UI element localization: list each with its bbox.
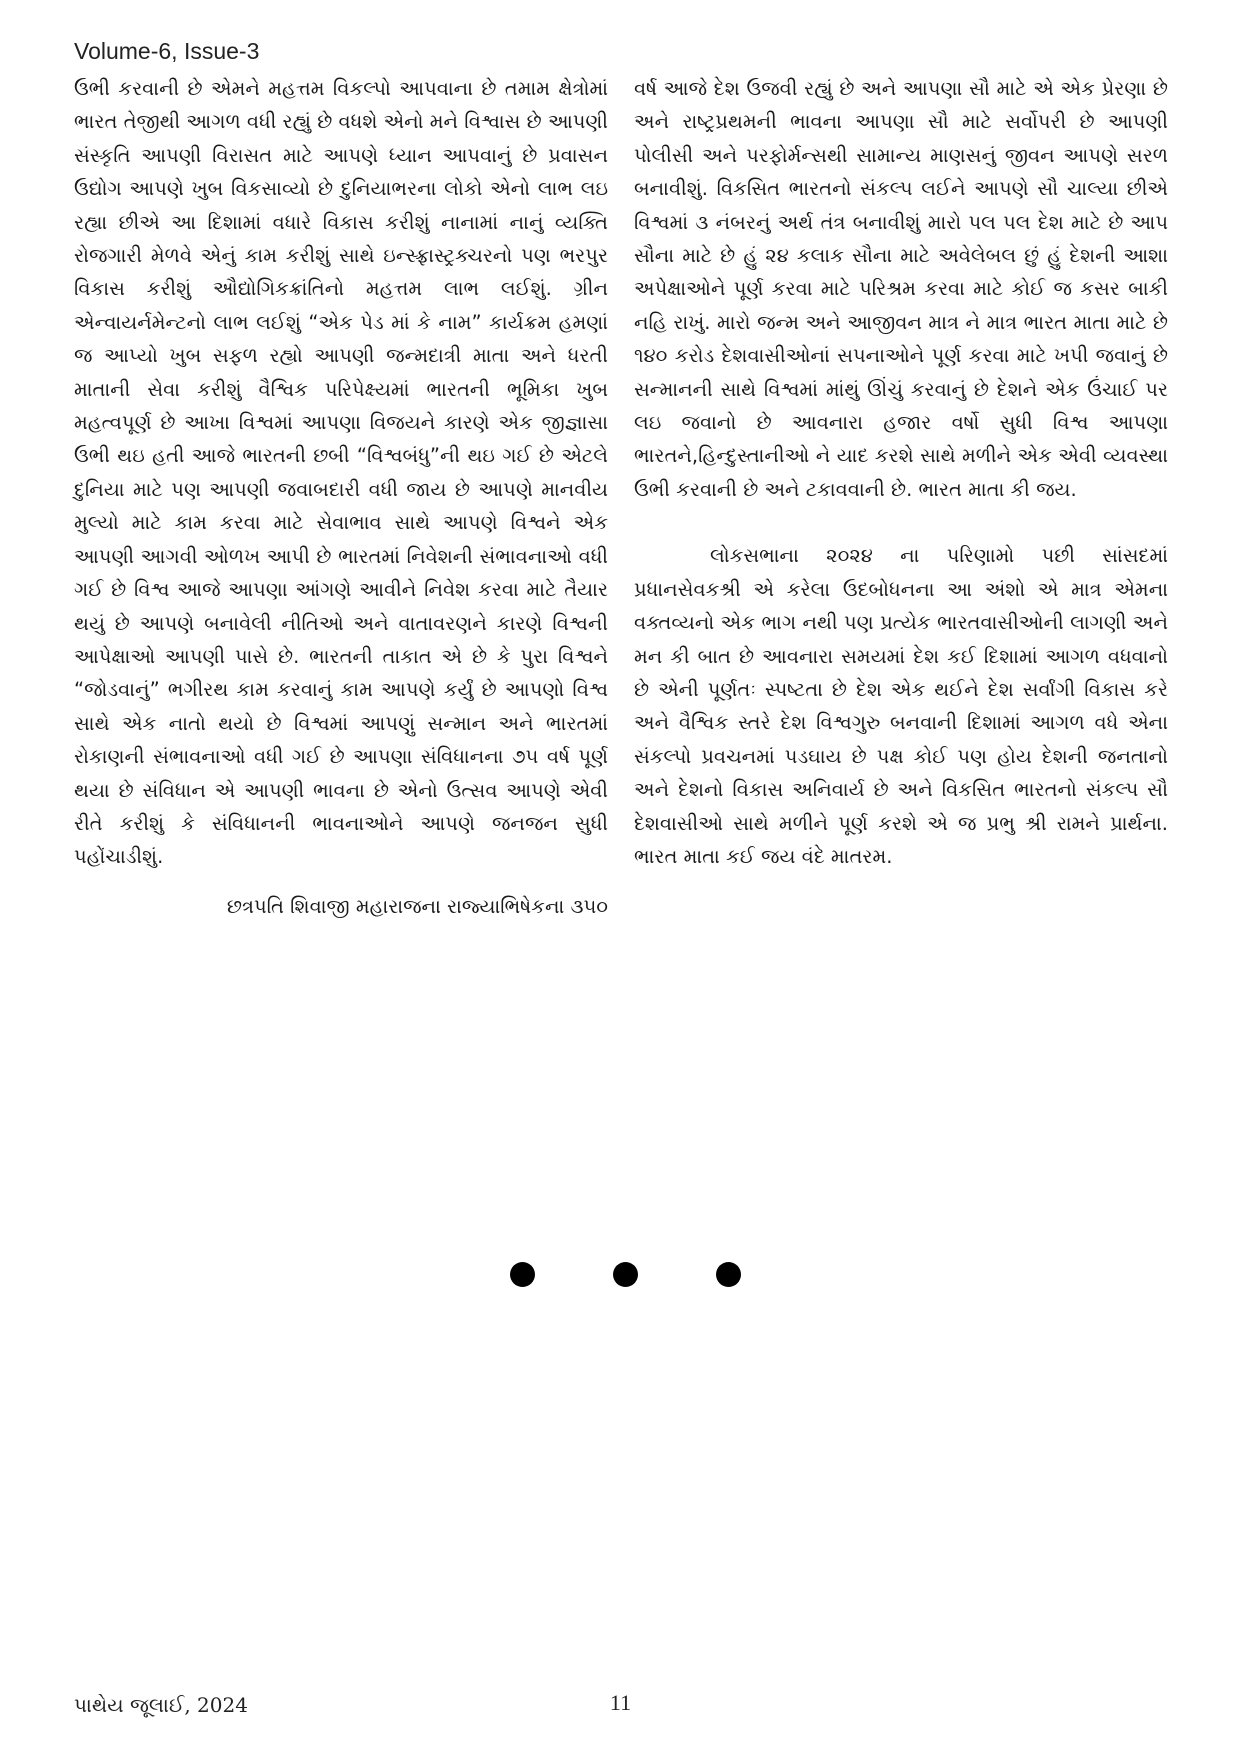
paragraph-spacer: [634, 506, 1168, 539]
publication-footer: પાથેય જૂલાઈ, 2024: [74, 1693, 248, 1717]
left-text-column: [74, 72, 608, 923]
volume-issue-label: Volume-6, Issue-3: [74, 38, 260, 64]
article-paragraph: ઉભી કરવાની છે એમને મહત્તમ વિકલ્પો આપવાના છે તમામ ક્ષેત્રોમાં ભારત તેજીથી આગળ વધી રહ્યું છે વધશે એનો મને વિશ્વાસ છે આપણી સંસ્કૃતિ આપણી વિરાસત માટે આપણે ધ્યાન આપવાનું છે પ્રવાસન ઉદ્યોગ આપણે ખુબ વિકસાવ્યો છે દુનિયાભરના લોકો એનો લાભ લઇ રહ્યા છીએ આ દિશામાં વધારે વિકાસ કરીશું નાનામાં નાનું વ્યક્તિ રોજગારી મેળવે એનું કામ કરીશું સાથે ઇન્સ્ફ્રાસ્ટ્રક્ચરનો પણ ભરપુર વિકાસ કરીશું ઔદ્યોગિકક્રાંતિનો મહત્તમ લાભ લઈશું. ગ્રીન એન્વાયર્નમેન્ટનો લાભ લઈશું “એક પેડ માં કે નામ” કાર્યક્રમ હમણાં જ આપ્યો ખુબ સફળ રહ્યો આપણી જન્મદાત્રી માતા અને ધરતી માતાની સેવા કરીશું વૈશ્વિક પરિપેક્ષ્યમાં ભારતની ભૂમિકા ખુબ મહત્વપૂર્ણ છે આખા વિશ્વમાં આપણા વિજયને કારણે એક જીજ્ઞાસા ઉભી થઇ હતી આજે ભારતની છબી “વિશ્વબંધુ”ની થઇ ગઈ છે એટલે દુનિયા માટે પણ આપણી જવાબદારી વધી જાય છે આપણે માનવીય મુલ્યો માટે કામ કરવા માટે સેવાભાવ સાથે આપણે વિશ્વને એક આપણી આગવી ઓળખ આપી છે ભારતમાં નિવેશની સંભાવનાઓ વધી ગઈ છે વિશ્વ આજે આપણા આંગણે આવીને નિવેશ કરવા માટે તૈયાર થયું છે આપણે બનાવેલી નીતિઓ અને વાતાવરણને કારણે વિશ્વની આપેક્ષાઓ આપણી પાસે છે. ભારતની તાકાત એ છે કે પુરા વિશ્વને “જોડવાનું” ભગીરથ કામ કરવાનું કામ આપણે કર્યું છે આપણો વિશ્વ સાથે એક નાતો થયો છે વિશ્વમાં આપણું સન્માન અને ભારતમાં રોકાણની સંભાવનાઓ વધી ગઈ છે આપણા સંવિધાનના ૭૫ વર્ષ પૂર્ણ થયા છે સંવિધાન એ આપણી ભાવના છે એનો ઉત્સવ આપણે એવી રીતે કરીશું કે સંવિધાનની ભાવનાઓને આપણે જનજન સુધી પહોંચાડીશું.: [74, 77, 608, 869]
section-end-ornament: [0, 1262, 1241, 1292]
page-number: 11: [609, 1690, 632, 1715]
ornament-dot: [716, 1262, 741, 1287]
article-paragraph: લોકસભાના ૨૦૨૪ ના પરિણામો પછી સાંસદમાં પ્રધાનસેવકશ્રી એ કરેલા ઉદબોધનના આ અંશો એ માત્ર એમના વક્તવ્યનો એક ભાગ નથી પણ પ્રત્યેક ભારતવાસીઓની લાગણી અને મન કી બાત છે આવનારા સમયમાં દેશ કઈ દિશામાં આગળ વધવાનો છે એની પૂર્ણતઃ સ્પષ્ટતા છે દેશ એક થઈને દેશ સર્વાંગી વિકાસ કરે અને વૈશ્વિક સ્તરે દેશ વિશ્વગુરુ બનવાની દિશામાં આગળ વધે એના સંકલ્પો પ્રવચનમાં પડઘાય છે પક્ષ કોઈ પણ હોય દેશની જનતાનો અને દેશનો વિકાસ અનિવાર્ય છે અને વિકસિત ભારતનો સંકલ્પ સૌ દેશવાસીઓ સાથે મળીને પૂર્ણ કરશે એ જ પ્રભુ શ્રી રામને પ્રાર્થના. ભારત માતા કઈ જય વંદે માતરમ.: [634, 544, 1168, 868]
article-continuation-line: છત્રપતિ શિવાજી મહારાજના રાજ્યાભિષેકના ૩૫૦: [226, 894, 608, 918]
article-paragraph: વર્ષ આજે દેશ ઉજવી રહ્યું છે અને આપણા સૌ માટે એ એક પ્રેરણા છે અને રાષ્ટ્રપ્રથમની ભાવના આપણા સૌ માટે સર્વોપરી છે આપણી પોલીસી અને પરફોર્મન્સથી સામાન્ય માણસનું જીવન આપણે સરળ બનાવીશું. વિકસિત ભારતનો સંકલ્પ લઈને આપણે સૌ ચાલ્યા છીએ વિશ્વમાં ૩ નંબરનું અર્થ તંત્ર બનાવીશું મારો પલ પલ દેશ માટે છે આપ સૌના માટે છે હું ૨૪ કલાક સૌના માટે અવેલેબલ છું હું દેશની આશા અપેક્ષાઓને પૂર્ણ કરવા માટે પરિશ્રમ કરવા માટે કોઈ જ કસર બાકી નહિ રાખું. મારો જન્મ અને આજીવન માત્ર ને માત્ર ભારત માતા માટે છે ૧૪૦ કરોડ દેશવાસીઓનાં સપનાઓને પૂર્ણ કરવા માટે ખપી જવાનું છે સન્માનની સાથે વિશ્વમાં માંથું ઊંચું કરવાનું છે દેશને એક ઉંચાઈ પર લઇ જવાનો છે આવનારા હજાર વર્ષો સુધી વિશ્વ આપણા ભારતને,હિન્દુસ્તાનીઓ ને યાદ કરશે સાથે મળીને એક એવી વ્યવસ્થા ઉભી કરવાની છે અને ટકાવવાની છે. ભારત માતા કી જય.: [634, 77, 1168, 501]
ornament-dot: [510, 1262, 535, 1287]
right-text-column: [634, 72, 1168, 873]
ornament-dot: [613, 1262, 638, 1287]
